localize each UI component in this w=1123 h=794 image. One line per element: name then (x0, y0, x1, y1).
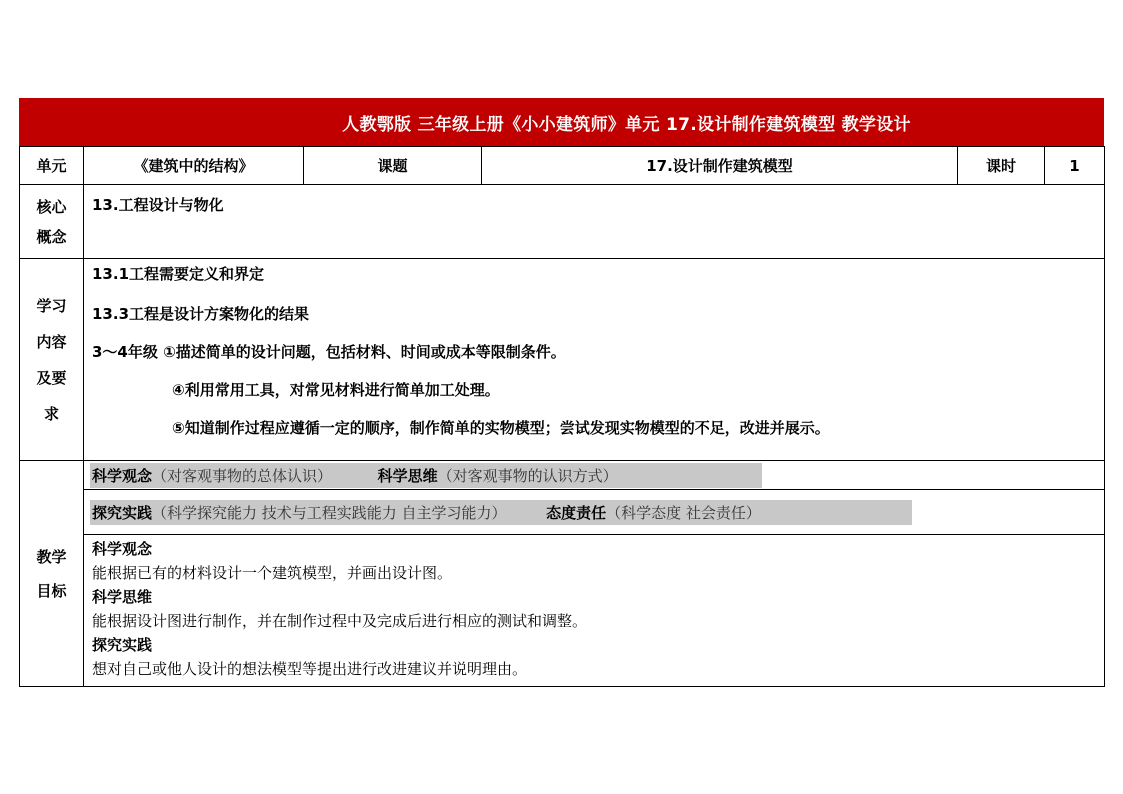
hours-label: 课时 (958, 147, 1045, 185)
requirement-line: ⑤知道制作过程应遵循一定的顺序，制作简单的实物模型；尝试发现实物模型的不足，改进并展示。 (172, 419, 830, 437)
goals-row (20, 461, 1105, 687)
band-2-value-1: （科学探究能力 技术与工程实践能力 自主学习能力） (152, 503, 507, 522)
requirement-line: ④利用常用工具，对常见材料进行简单加工处理。 (172, 381, 500, 399)
goals-label-line-2: 目标 (36, 581, 67, 600)
goals-band-2 (84, 490, 1104, 535)
band-2-key-1: 探究实践 (92, 503, 153, 522)
requirements-label (20, 259, 84, 461)
band-2-value-2: （科学态度 社会责任） (606, 503, 761, 522)
band-1-key-1: 科学观念 (92, 466, 153, 485)
core-concept-value-cell (84, 185, 1105, 259)
requirements-row (20, 259, 1105, 461)
band-2-highlight (90, 500, 912, 525)
goal-heading: 探究实践 (92, 636, 153, 654)
goals-label (20, 461, 84, 687)
core-concept-value: 13.工程设计与物化 (92, 196, 224, 214)
document-title: 人教鄂版 三年级上册《小小建筑师》单元 17.设计制作建筑模型 教学设计 (19, 98, 1104, 146)
core-concept-row (20, 185, 1105, 259)
core-label-line-2: 概念 (36, 227, 67, 246)
requirement-line: 13.1工程需要定义和界定 (92, 265, 265, 283)
core-label-line-1: 核心 (36, 197, 67, 216)
topic-value: 17.设计制作建筑模型 (482, 147, 958, 185)
goals-content (84, 461, 1105, 687)
band-1-value-1: （对客观事物的总体认识） (152, 466, 333, 485)
goal-text: 能根据设计图进行制作，并在制作过程中及完成后进行相应的测试和调整。 (92, 612, 588, 630)
requirement-line: 13.3工程是设计方案物化的结果 (92, 305, 310, 323)
req-label-line-1: 学习 (36, 296, 67, 315)
req-label-line-4: 求 (43, 404, 59, 423)
band-1-highlight (90, 463, 762, 488)
core-concept-label (20, 185, 84, 259)
band-1-key-2: 科学思维 (377, 466, 438, 485)
hours-value: 1 (1045, 147, 1105, 185)
requirements-content (84, 259, 1105, 461)
req-label-line-3: 及要 (36, 368, 67, 387)
goal-text: 能根据已有的材料设计一个建筑模型，并画出设计图。 (92, 564, 453, 582)
unit-label: 单元 (20, 147, 84, 185)
goal-heading: 科学观念 (92, 540, 153, 558)
lesson-plan-table (19, 146, 1105, 687)
requirement-line: 3～4年级 ①描述简单的设计问题，包括材料、时间或成本等限制条件。 (92, 343, 566, 361)
goal-heading: 科学思维 (92, 588, 153, 606)
header-row (20, 147, 1105, 185)
goal-items (84, 535, 1104, 681)
topic-label: 课题 (304, 147, 482, 185)
goals-band-1 (84, 461, 1104, 490)
unit-value: 《建筑中的结构》 (84, 147, 304, 185)
goals-label-line-1: 教学 (36, 547, 67, 566)
lesson-plan-document (19, 98, 1104, 686)
band-1-value-2: （对客观事物的认识方式） (437, 466, 618, 485)
band-2-key-2: 态度责任 (546, 503, 607, 522)
goal-text: 想对自己或他人设计的想法模型等提出进行改进建议并说明理由。 (92, 660, 528, 678)
req-label-line-2: 内容 (36, 332, 67, 351)
